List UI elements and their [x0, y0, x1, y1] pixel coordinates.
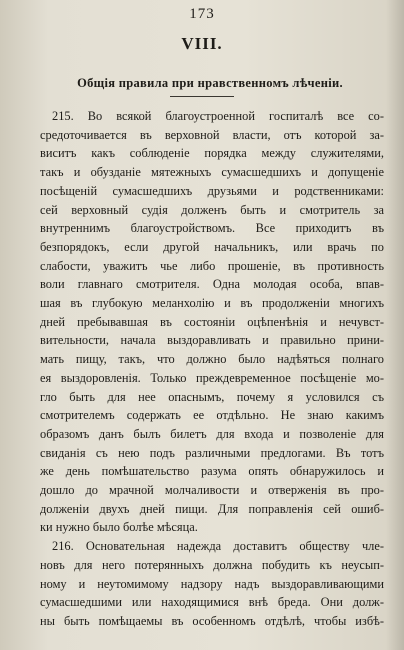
text-line: 215. Во всякой благоустроенной госпиталѣ все со- [52, 109, 384, 123]
text-line: слабости, уважитъ чье либо прошеніе, въ противность [40, 258, 384, 273]
text-line: ному и неутомимому надзору надъ выздоравливающими [40, 576, 384, 591]
text-line: посѣщеній сумасшедшихъ друзьями и родственниками: [40, 183, 384, 198]
text-line: свиданія съ нею подъ различными предлогами. Въ тотъ [40, 445, 384, 460]
heading-rule [170, 96, 234, 97]
text-line: долженіи двухъ дней пищи. Для поправленія сей ошиб- [40, 501, 384, 516]
text-line: дней пребывавшая въ состояніи оцѣпенѣнія и нечувст- [40, 314, 384, 329]
text-line: сумасшедшими или находящимися внѣ бреда. Они долж- [40, 595, 384, 610]
body-text [40, 107, 384, 631]
text-line: виситъ какъ соблюденіе порядка между служителями, [40, 146, 384, 161]
text-line: ея выздоровленія. Только преждевременное посѣщеніе мо- [40, 370, 384, 385]
text-line: новъ для него потерянныхъ должна побудить къ неусып- [40, 557, 384, 572]
text-line: дошло до мрачной молчаливости и отверженія въ про- [40, 483, 384, 498]
text-line: воли главнаго смотрителя. Одна молодая особа, впав- [40, 277, 384, 292]
text-line: 216. Основательная надежда доставитъ обществу чле- [52, 539, 384, 554]
text-line: внутреннимъ благоустройствомъ. Все приходитъ въ [40, 221, 384, 236]
page-number: 173 [189, 6, 215, 22]
text-line: гло быть для нее опаснымъ, почему я условился съ [40, 389, 384, 404]
text-line: ки нужно было болѣе мѣсяца. [40, 520, 198, 535]
section-heading: Общія правила при нравственномъ лѣченіи. [77, 76, 343, 90]
chapter-number: VIII. [181, 34, 223, 53]
text-line: средоточивается въ верховной власти, отъ которой за- [40, 127, 384, 142]
text-line: образомъ данъ былъ билетъ для входа и позволеніе для [40, 426, 384, 441]
text-line: же день помѣшательство разума опять обнаружилось и [40, 464, 384, 479]
page-edge-shadow [386, 0, 404, 650]
text-line: вительности, начала выздоравливать и правильно прини- [40, 333, 384, 348]
text-line: ны быть помѣщаемы въ особенномъ отдѣлѣ, чтобы избѣ- [40, 613, 384, 628]
text-line: шая въ глубокую меланхолію и въ продолженіи многихъ [40, 296, 384, 311]
text-line: мать пищу, такъ, что должно было надѣяться полнаго [40, 352, 384, 367]
text-line: безпорядокъ, если другой начальникъ, или врачь по [40, 239, 384, 254]
text-line: такъ и обузданіе мятежныхъ сумасшедшихъ и допущеніе [40, 165, 384, 180]
text-line: сей верховный судія долженъ быть и смотритель за [40, 202, 384, 217]
text-line: смотрителемъ содержать ее отдѣльно. Не знаю какимъ [40, 408, 384, 423]
